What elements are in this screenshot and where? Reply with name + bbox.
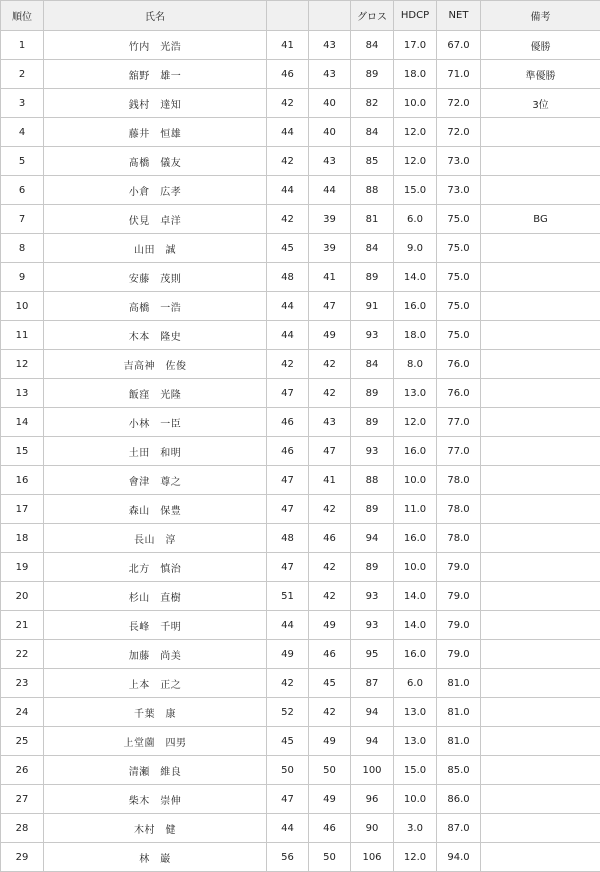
- hdcp-cell: 14.0: [394, 582, 437, 611]
- remarks-cell: [481, 437, 600, 466]
- remarks-cell: [481, 669, 600, 698]
- out-score-cell: 56: [267, 843, 309, 872]
- gross-cell: 96: [351, 785, 394, 814]
- in-score-cell: 41: [309, 263, 351, 292]
- in-score-cell: 43: [309, 31, 351, 60]
- out-score-cell: 49: [267, 640, 309, 669]
- remarks-cell: [481, 495, 600, 524]
- table-row: [1, 495, 600, 524]
- name-cell: 吉高神 佐俊: [44, 350, 267, 379]
- in-score-cell: 40: [309, 118, 351, 147]
- net-cell: 78.0: [437, 524, 481, 553]
- table-row: [1, 350, 600, 379]
- rank-cell: 14: [1, 408, 44, 437]
- table-row: [1, 234, 600, 263]
- out-score-cell: 44: [267, 611, 309, 640]
- net-cell: 76.0: [437, 350, 481, 379]
- remarks-cell: [481, 814, 600, 843]
- name-cell: 長峰 千明: [44, 611, 267, 640]
- name-cell: 杉山 直樹: [44, 582, 267, 611]
- gross-cell: 91: [351, 292, 394, 321]
- out-score-cell: 47: [267, 495, 309, 524]
- name-cell: 藤井 恒雄: [44, 118, 267, 147]
- gross-cell: 95: [351, 640, 394, 669]
- out-score-cell: 45: [267, 727, 309, 756]
- rank-cell: 1: [1, 31, 44, 60]
- gross-cell: 84: [351, 350, 394, 379]
- hdcp-cell: 15.0: [394, 176, 437, 205]
- rank-cell: 7: [1, 205, 44, 234]
- table-row: [1, 727, 600, 756]
- name-cell: 山田 誠: [44, 234, 267, 263]
- table-row: [1, 60, 600, 89]
- name-cell: 木本 隆史: [44, 321, 267, 350]
- remarks-cell: [481, 292, 600, 321]
- hdcp-cell: 12.0: [394, 147, 437, 176]
- in-score-cell: 46: [309, 524, 351, 553]
- rank-cell: 6: [1, 176, 44, 205]
- net-cell: 67.0: [437, 31, 481, 60]
- table-row: [1, 408, 600, 437]
- gross-cell: 94: [351, 698, 394, 727]
- in-score-cell: 40: [309, 89, 351, 118]
- in-score-cell: 42: [309, 495, 351, 524]
- rank-cell: 13: [1, 379, 44, 408]
- in-score-cell: 42: [309, 582, 351, 611]
- in-score-cell: 42: [309, 350, 351, 379]
- out-score-cell: 50: [267, 756, 309, 785]
- hdcp-cell: 9.0: [394, 234, 437, 263]
- rank-cell: 23: [1, 669, 44, 698]
- net-cell: 72.0: [437, 89, 481, 118]
- table-row: [1, 292, 600, 321]
- hdcp-cell: 13.0: [394, 379, 437, 408]
- net-cell: 76.0: [437, 379, 481, 408]
- gross-cell: 93: [351, 582, 394, 611]
- table-row: [1, 89, 600, 118]
- rank-cell: 5: [1, 147, 44, 176]
- out-score-cell: 42: [267, 350, 309, 379]
- net-cell: 75.0: [437, 205, 481, 234]
- out-score-cell: 47: [267, 466, 309, 495]
- rank-cell: 10: [1, 292, 44, 321]
- remarks-cell: 3位: [481, 89, 600, 118]
- in-score-cell: 49: [309, 611, 351, 640]
- hdcp-cell: 14.0: [394, 263, 437, 292]
- hdcp-cell: 13.0: [394, 727, 437, 756]
- name-cell: 銭村 達知: [44, 89, 267, 118]
- name-cell: 北方 慎治: [44, 553, 267, 582]
- net-cell: 79.0: [437, 640, 481, 669]
- gross-cell: 89: [351, 408, 394, 437]
- in-score-cell: 44: [309, 176, 351, 205]
- hdcp-cell: 16.0: [394, 640, 437, 669]
- rank-cell: 25: [1, 727, 44, 756]
- rank-cell: 9: [1, 263, 44, 292]
- out-score-cell: 47: [267, 785, 309, 814]
- hdcp-cell: 16.0: [394, 437, 437, 466]
- remarks-cell: [481, 176, 600, 205]
- remarks-cell: [481, 263, 600, 292]
- in-score-cell: 43: [309, 408, 351, 437]
- remarks-cell: [481, 727, 600, 756]
- gross-cell: 90: [351, 814, 394, 843]
- table-row: [1, 263, 600, 292]
- remarks-cell: [481, 611, 600, 640]
- in-score-cell: 42: [309, 553, 351, 582]
- gross-cell: 93: [351, 437, 394, 466]
- table-row: [1, 843, 600, 872]
- table-row: [1, 205, 600, 234]
- table-row: [1, 466, 600, 495]
- name-cell: 髙橋 儀友: [44, 147, 267, 176]
- table-row: [1, 785, 600, 814]
- gross-cell: 84: [351, 234, 394, 263]
- gross-cell: 88: [351, 466, 394, 495]
- gross-cell: 93: [351, 611, 394, 640]
- net-cell: 86.0: [437, 785, 481, 814]
- hdcp-cell: 11.0: [394, 495, 437, 524]
- header-in: [309, 1, 351, 31]
- gross-cell: 84: [351, 118, 394, 147]
- header-rank: 順位: [1, 1, 44, 31]
- in-score-cell: 50: [309, 756, 351, 785]
- gross-cell: 94: [351, 727, 394, 756]
- remarks-cell: [481, 785, 600, 814]
- name-cell: 伏見 卓洋: [44, 205, 267, 234]
- name-cell: 土田 和明: [44, 437, 267, 466]
- net-cell: 81.0: [437, 698, 481, 727]
- table-body: [1, 31, 600, 872]
- table-row: [1, 640, 600, 669]
- rank-cell: 21: [1, 611, 44, 640]
- name-cell: 長山 淳: [44, 524, 267, 553]
- net-cell: 75.0: [437, 234, 481, 263]
- rank-cell: 20: [1, 582, 44, 611]
- out-score-cell: 42: [267, 147, 309, 176]
- out-score-cell: 51: [267, 582, 309, 611]
- name-cell: 會津 尊之: [44, 466, 267, 495]
- in-score-cell: 42: [309, 379, 351, 408]
- out-score-cell: 46: [267, 408, 309, 437]
- hdcp-cell: 17.0: [394, 31, 437, 60]
- hdcp-cell: 3.0: [394, 814, 437, 843]
- in-score-cell: 43: [309, 147, 351, 176]
- net-cell: 81.0: [437, 727, 481, 756]
- table-row: [1, 437, 600, 466]
- name-cell: 柴木 崇伸: [44, 785, 267, 814]
- out-score-cell: 44: [267, 176, 309, 205]
- hdcp-cell: 16.0: [394, 292, 437, 321]
- table-row: [1, 814, 600, 843]
- remarks-cell: BG: [481, 205, 600, 234]
- rank-cell: 27: [1, 785, 44, 814]
- table-row: [1, 553, 600, 582]
- hdcp-cell: 12.0: [394, 408, 437, 437]
- hdcp-cell: 6.0: [394, 669, 437, 698]
- remarks-cell: 優勝: [481, 31, 600, 60]
- hdcp-cell: 18.0: [394, 60, 437, 89]
- rank-cell: 17: [1, 495, 44, 524]
- name-cell: 小倉 広孝: [44, 176, 267, 205]
- table-row: [1, 118, 600, 147]
- in-score-cell: 49: [309, 321, 351, 350]
- hdcp-cell: 12.0: [394, 118, 437, 147]
- out-score-cell: 42: [267, 669, 309, 698]
- net-cell: 75.0: [437, 263, 481, 292]
- in-score-cell: 49: [309, 727, 351, 756]
- out-score-cell: 46: [267, 60, 309, 89]
- table-row: [1, 147, 600, 176]
- net-cell: 72.0: [437, 118, 481, 147]
- in-score-cell: 46: [309, 640, 351, 669]
- rank-cell: 28: [1, 814, 44, 843]
- out-score-cell: 47: [267, 553, 309, 582]
- in-score-cell: 43: [309, 60, 351, 89]
- net-cell: 79.0: [437, 553, 481, 582]
- in-score-cell: 39: [309, 205, 351, 234]
- gross-cell: 84: [351, 31, 394, 60]
- hdcp-cell: 16.0: [394, 524, 437, 553]
- name-cell: 千葉 康: [44, 698, 267, 727]
- remarks-cell: [481, 350, 600, 379]
- table-row: [1, 698, 600, 727]
- remarks-cell: [481, 118, 600, 147]
- gross-cell: 100: [351, 756, 394, 785]
- in-score-cell: 46: [309, 814, 351, 843]
- table-row: [1, 756, 600, 785]
- remarks-cell: [481, 408, 600, 437]
- name-cell: 小林 一臣: [44, 408, 267, 437]
- header-name: 氏名: [44, 1, 267, 31]
- header-out: [267, 1, 309, 31]
- out-score-cell: 44: [267, 118, 309, 147]
- rank-cell: 3: [1, 89, 44, 118]
- remarks-cell: [481, 379, 600, 408]
- name-cell: 竹内 光浩: [44, 31, 267, 60]
- in-score-cell: 42: [309, 698, 351, 727]
- hdcp-cell: 6.0: [394, 205, 437, 234]
- out-score-cell: 48: [267, 524, 309, 553]
- out-score-cell: 46: [267, 437, 309, 466]
- remarks-cell: [481, 466, 600, 495]
- header-hdcp: HDCP: [394, 1, 437, 31]
- name-cell: 森山 保豊: [44, 495, 267, 524]
- in-score-cell: 47: [309, 437, 351, 466]
- out-score-cell: 44: [267, 814, 309, 843]
- gross-cell: 88: [351, 176, 394, 205]
- gross-cell: 89: [351, 263, 394, 292]
- net-cell: 78.0: [437, 495, 481, 524]
- net-cell: 94.0: [437, 843, 481, 872]
- net-cell: 79.0: [437, 582, 481, 611]
- rank-cell: 11: [1, 321, 44, 350]
- rank-cell: 16: [1, 466, 44, 495]
- net-cell: 78.0: [437, 466, 481, 495]
- header-gross: グロス: [351, 1, 394, 31]
- name-cell: 高橋 一浩: [44, 292, 267, 321]
- header-row: [1, 1, 600, 31]
- in-score-cell: 39: [309, 234, 351, 263]
- out-score-cell: 44: [267, 321, 309, 350]
- remarks-cell: [481, 553, 600, 582]
- in-score-cell: 50: [309, 843, 351, 872]
- net-cell: 73.0: [437, 147, 481, 176]
- name-cell: 舘野 雄一: [44, 60, 267, 89]
- header-remarks: 備考: [481, 1, 600, 31]
- remarks-cell: [481, 582, 600, 611]
- rank-cell: 18: [1, 524, 44, 553]
- net-cell: 73.0: [437, 176, 481, 205]
- in-score-cell: 45: [309, 669, 351, 698]
- name-cell: 清瀬 維良: [44, 756, 267, 785]
- gross-cell: 85: [351, 147, 394, 176]
- hdcp-cell: 13.0: [394, 698, 437, 727]
- gross-cell: 106: [351, 843, 394, 872]
- rank-cell: 15: [1, 437, 44, 466]
- hdcp-cell: 10.0: [394, 466, 437, 495]
- gross-cell: 89: [351, 495, 394, 524]
- hdcp-cell: 8.0: [394, 350, 437, 379]
- net-cell: 81.0: [437, 669, 481, 698]
- hdcp-cell: 10.0: [394, 785, 437, 814]
- gross-cell: 82: [351, 89, 394, 118]
- rank-cell: 12: [1, 350, 44, 379]
- table-row: [1, 379, 600, 408]
- rank-cell: 24: [1, 698, 44, 727]
- gross-cell: 94: [351, 524, 394, 553]
- hdcp-cell: 14.0: [394, 611, 437, 640]
- hdcp-cell: 12.0: [394, 843, 437, 872]
- net-cell: 71.0: [437, 60, 481, 89]
- out-score-cell: 44: [267, 292, 309, 321]
- hdcp-cell: 15.0: [394, 756, 437, 785]
- table-row: [1, 321, 600, 350]
- gross-cell: 89: [351, 379, 394, 408]
- name-cell: 安藤 茂則: [44, 263, 267, 292]
- net-cell: 77.0: [437, 437, 481, 466]
- gross-cell: 87: [351, 669, 394, 698]
- gross-cell: 89: [351, 553, 394, 582]
- gross-cell: 89: [351, 60, 394, 89]
- remarks-cell: [481, 234, 600, 263]
- net-cell: 75.0: [437, 321, 481, 350]
- net-cell: 79.0: [437, 611, 481, 640]
- out-score-cell: 41: [267, 31, 309, 60]
- name-cell: 上堂薗 四男: [44, 727, 267, 756]
- net-cell: 87.0: [437, 814, 481, 843]
- out-score-cell: 42: [267, 205, 309, 234]
- remarks-cell: [481, 147, 600, 176]
- gross-cell: 93: [351, 321, 394, 350]
- in-score-cell: 47: [309, 292, 351, 321]
- table-row: [1, 669, 600, 698]
- name-cell: 林 巌: [44, 843, 267, 872]
- hdcp-cell: 18.0: [394, 321, 437, 350]
- rank-cell: 29: [1, 843, 44, 872]
- net-cell: 85.0: [437, 756, 481, 785]
- out-score-cell: 42: [267, 89, 309, 118]
- name-cell: 加藤 尚美: [44, 640, 267, 669]
- remarks-cell: [481, 698, 600, 727]
- header-net: NET: [437, 1, 481, 31]
- rank-cell: 8: [1, 234, 44, 263]
- net-cell: 77.0: [437, 408, 481, 437]
- table-row: [1, 31, 600, 60]
- gross-cell: 81: [351, 205, 394, 234]
- remarks-cell: [481, 756, 600, 785]
- remarks-cell: [481, 843, 600, 872]
- out-score-cell: 45: [267, 234, 309, 263]
- remarks-cell: [481, 524, 600, 553]
- out-score-cell: 52: [267, 698, 309, 727]
- remarks-cell: [481, 640, 600, 669]
- table-row: [1, 582, 600, 611]
- rank-cell: 2: [1, 60, 44, 89]
- out-score-cell: 47: [267, 379, 309, 408]
- name-cell: 上本 正之: [44, 669, 267, 698]
- rank-cell: 22: [1, 640, 44, 669]
- rank-cell: 26: [1, 756, 44, 785]
- table-row: [1, 524, 600, 553]
- table-row: [1, 611, 600, 640]
- out-score-cell: 48: [267, 263, 309, 292]
- name-cell: 飯窪 光隆: [44, 379, 267, 408]
- hdcp-cell: 10.0: [394, 553, 437, 582]
- in-score-cell: 41: [309, 466, 351, 495]
- remarks-cell: [481, 321, 600, 350]
- name-cell: 木村 健: [44, 814, 267, 843]
- in-score-cell: 49: [309, 785, 351, 814]
- rank-cell: 19: [1, 553, 44, 582]
- net-cell: 75.0: [437, 292, 481, 321]
- remarks-cell: 準優勝: [481, 60, 600, 89]
- hdcp-cell: 10.0: [394, 89, 437, 118]
- rank-cell: 4: [1, 118, 44, 147]
- table-row: [1, 176, 600, 205]
